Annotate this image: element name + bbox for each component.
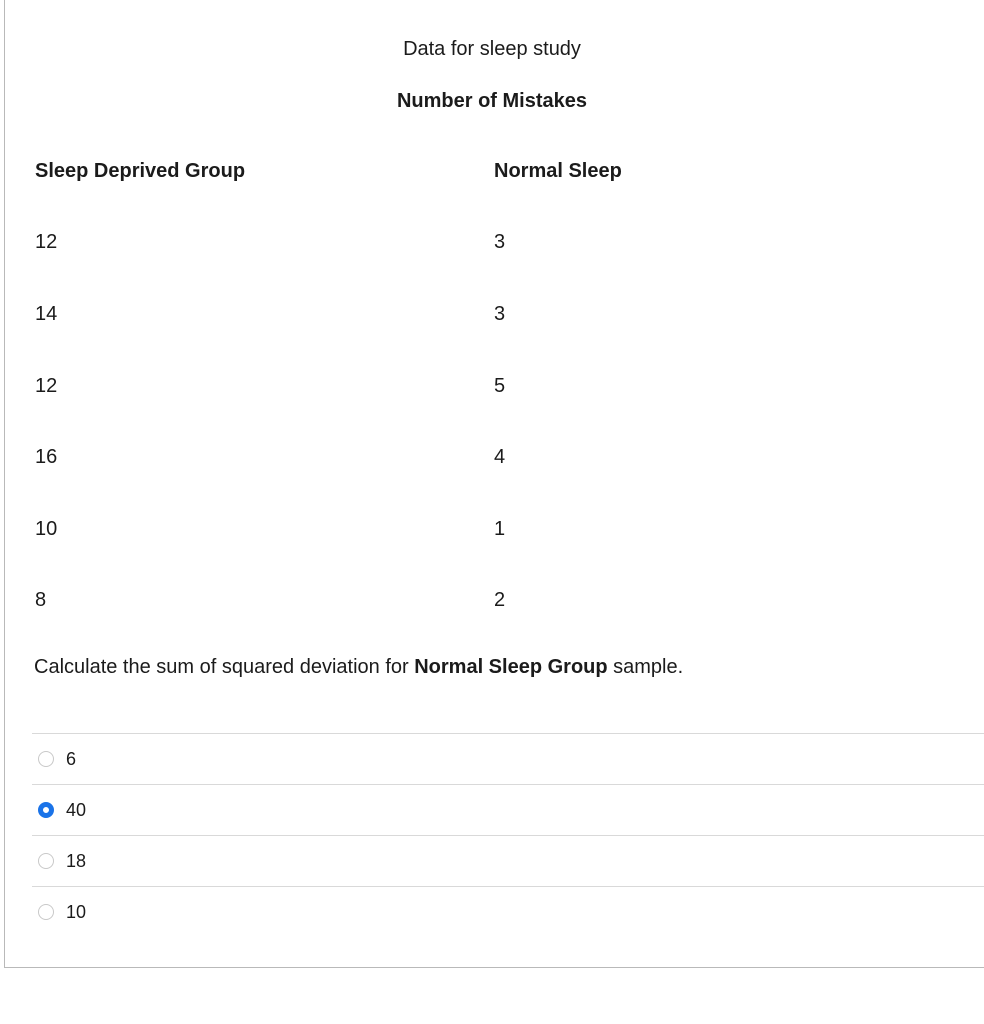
radio-button[interactable]: [38, 904, 54, 920]
question-prompt: [34, 656, 683, 679]
question-suffix: sample.: [607, 656, 684, 678]
table-cell-sleep-deprived: 12: [35, 375, 58, 397]
answer-option-label: 40: [66, 799, 87, 820]
table-cell-normal-sleep: 1: [494, 518, 506, 540]
answer-option[interactable]: [32, 733, 984, 784]
answer-option-label: 10: [66, 901, 87, 922]
table-cell-normal-sleep: 3: [494, 231, 506, 253]
answer-option[interactable]: [32, 886, 984, 937]
answer-option[interactable]: [32, 835, 984, 886]
answer-option-selected[interactable]: [32, 784, 984, 835]
table-cell-sleep-deprived: 8: [35, 589, 47, 611]
table-cell-normal-sleep: 2: [494, 589, 506, 611]
question-emphasis: Normal Sleep Group: [414, 656, 608, 678]
radio-button-selected[interactable]: [38, 802, 54, 818]
table-cell-sleep-deprived: 12: [35, 231, 58, 253]
table-cell-sleep-deprived: 14: [35, 303, 58, 325]
radio-button[interactable]: [38, 751, 54, 767]
table-cell-normal-sleep: 5: [494, 375, 506, 397]
table-cell-sleep-deprived: 16: [35, 446, 58, 468]
table-cell-sleep-deprived: 10: [35, 518, 58, 540]
answer-option-label: 6: [66, 748, 77, 769]
radio-button[interactable]: [38, 853, 54, 869]
table-title: Data for sleep study: [403, 38, 581, 60]
column-header-normal-sleep: Normal Sleep: [494, 160, 622, 182]
table-subtitle: Number of Mistakes: [396, 90, 588, 112]
table-cell-normal-sleep: 3: [494, 303, 506, 325]
question-prefix: Calculate the sum of squared deviation for: [34, 656, 415, 678]
answer-options: [32, 733, 984, 937]
table-cell-normal-sleep: 4: [494, 446, 506, 468]
column-header-sleep-deprived: Sleep Deprived Group: [35, 160, 246, 182]
answer-option-label: 18: [66, 850, 87, 871]
